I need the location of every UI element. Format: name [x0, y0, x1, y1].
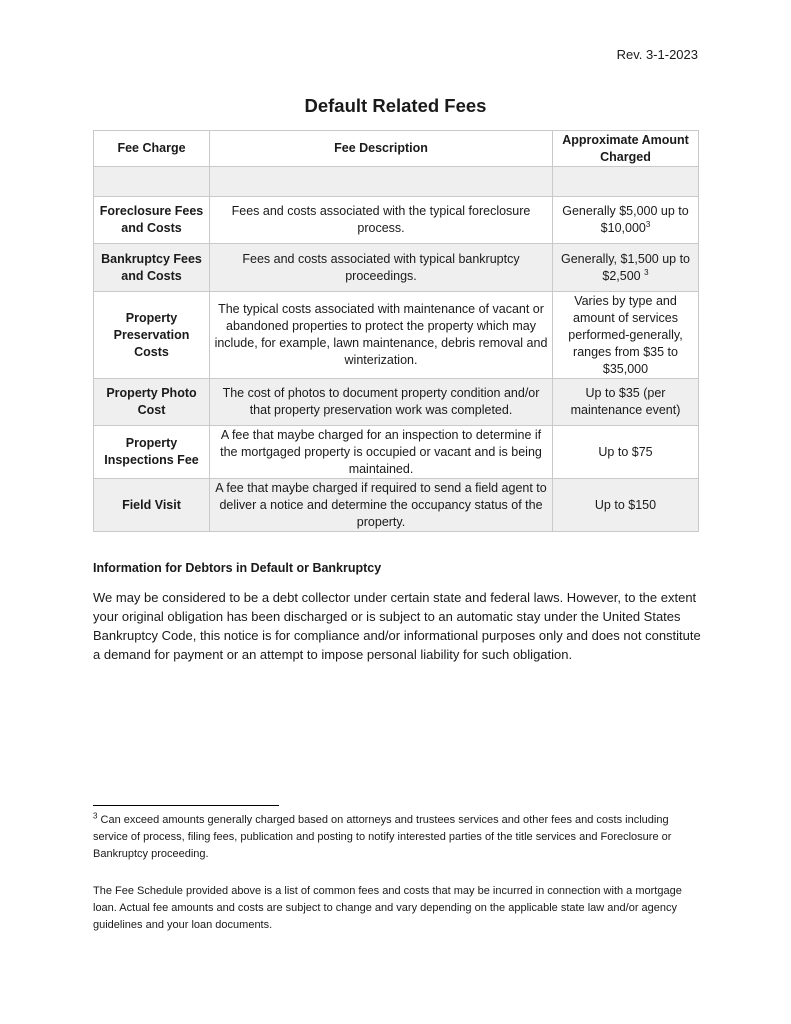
fee-charge-cell: Bankruptcy Fees and Costs: [94, 244, 210, 292]
fee-amount-cell: Generally $5,000 up to $10,000$^3$: [553, 197, 699, 244]
fees-table: [93, 130, 699, 532]
info-paragraph: We may be considered to be a debt collector under certain state and federal laws. However, to the extent your original obligation has been discharged or is subject to an automatic stay under the United States Bankruptcy Code, this notice is for compliance and/or informational purposes only and does not constitute a demand for payment or an attempt to impose personal liability for such obligation.: [93, 590, 701, 662]
fee-description-cell: A fee that maybe charged for an inspection to determine if the mortgaged property is occupied or vacant and is being maintained.: [210, 426, 553, 479]
fee-amount-cell: Up to $75: [553, 426, 699, 479]
fee-description-cell: The cost of photos to document property condition and/or that property preservation work was completed.: [210, 379, 553, 426]
footnote-text: Can exceed amounts generally charged based on attorneys and trustees services and other fees and costs including service of process, filing fees, publication and posting to notify interested parties of the title services and Foreclosure or Bankruptcy proceeding.: [93, 814, 672, 860]
header-fee-description: Fee Description: [210, 131, 553, 167]
fee-description-cell: A fee that maybe charged if required to send a field agent to deliver a notice and determine the occupancy status of the property.: [210, 479, 553, 532]
fee-description-cell: Fees and costs associated with the typical foreclosure process.: [210, 197, 553, 244]
fee-schedule-note: The Fee Schedule provided above is a list of common fees and costs that may be incurred in connection with a mortgage loan. Actual fee amounts and costs are subject to change and vary depending on the applicable state law and/or agency guidelines and your loan documents.: [93, 885, 682, 931]
footnote-marker: 3: [93, 811, 98, 821]
table-row: [94, 197, 699, 244]
fee-charge-cell: Property Preservation Costs: [94, 292, 210, 379]
table-header-row: [94, 131, 699, 167]
fee-amount-cell: Up to $150: [553, 479, 699, 532]
table-row: [94, 379, 699, 426]
table-row: [94, 244, 699, 292]
fee-charge-cell: Property Photo Cost: [94, 379, 210, 426]
fee-description-cell: Fees and costs associated with typical bankruptcy proceedings.: [210, 244, 553, 292]
footnote-ref: 3: [645, 219, 651, 229]
fee-amount-cell: Generally, $1,500 up to $2,500 $^3$: [553, 244, 699, 292]
revision-date: Rev. 3-1-2023: [616, 47, 698, 62]
table-spacer-row: [94, 167, 699, 197]
fee-description-cell: The typical costs associated with maintenance of vacant or abandoned properties to protect the property which may include, for example, lawn maintenance, debris removal and winterization.: [210, 292, 553, 379]
footnote-ref: 3: [644, 267, 649, 277]
table-row: [94, 479, 699, 532]
header-approximate-amount: Approximate Amount Charged: [553, 131, 699, 167]
info-heading: Information for Debtors in Default or Bankruptcy: [93, 561, 382, 575]
fee-charge-cell: Property Inspections Fee: [94, 426, 210, 479]
fee-charge-cell: Field Visit: [94, 479, 210, 532]
footnote-divider: [93, 805, 279, 806]
header-fee-charge: Fee Charge: [94, 131, 210, 167]
footnote: [93, 812, 703, 863]
fee-amount-cell: Varies by type and amount of services performed-generally, ranges from $35 to $35,000: [553, 292, 699, 379]
table-row: [94, 292, 699, 379]
table-row: [94, 426, 699, 479]
fee-charge-cell: Foreclosure Fees and Costs: [94, 197, 210, 244]
fee-amount-cell: Up to $35 (per maintenance event): [553, 379, 699, 426]
page-title: Default Related Fees: [304, 95, 487, 116]
